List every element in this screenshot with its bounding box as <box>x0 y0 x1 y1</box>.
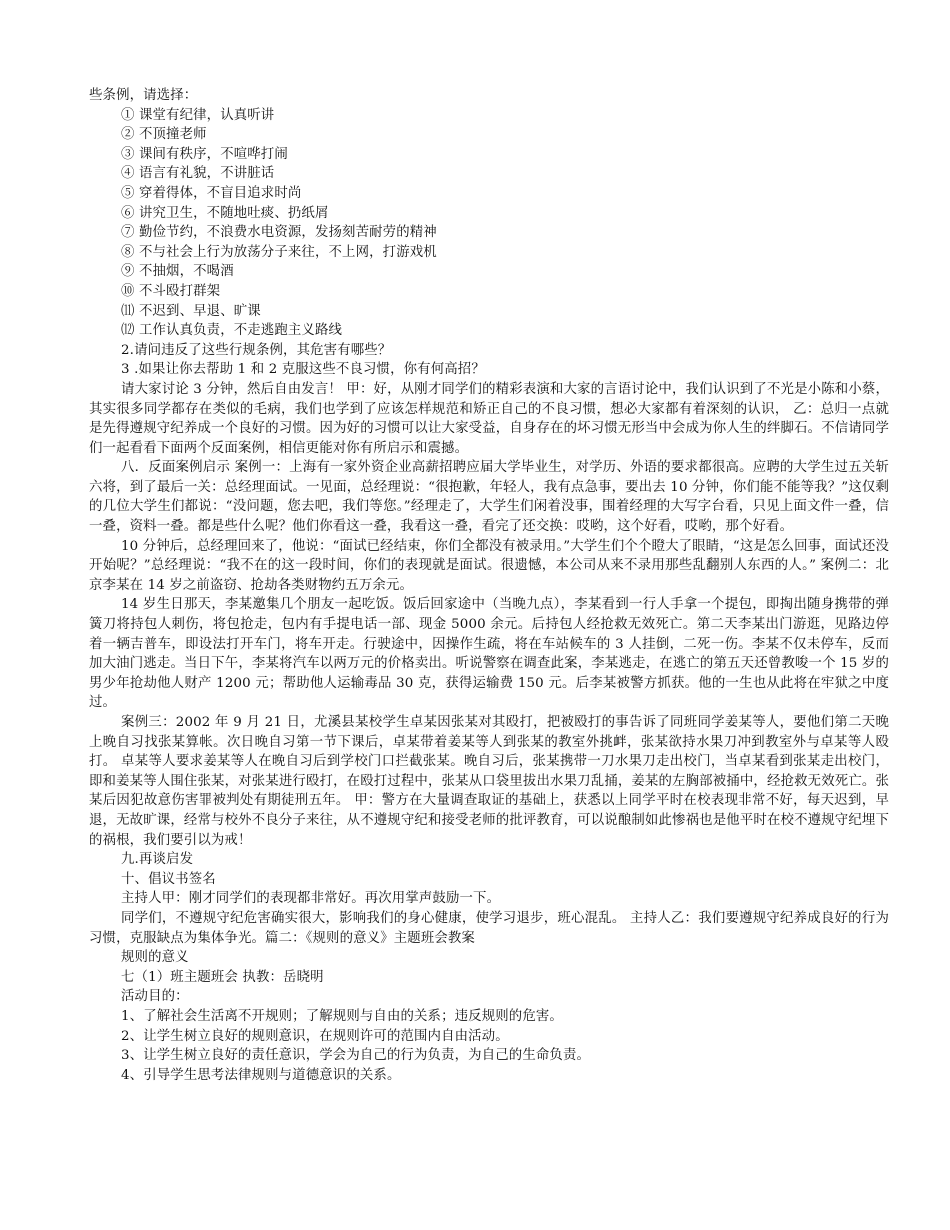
intro-line: 些条例，请选择： <box>89 88 198 103</box>
goal-item: 4、引导学生思考法律规则与道德意识的关系。 <box>121 1067 401 1083</box>
question-2: 2.请问违反了这些行规条例，其危害有哪些？ <box>121 342 392 358</box>
option-list <box>89 106 889 341</box>
section-ten-heading: 十、倡议书签名 <box>121 871 216 887</box>
document-body <box>89 86 889 1085</box>
goals-label: 活动目的： <box>121 989 189 1005</box>
closing-paragraph: 同学们，不遵规守纪危害确实很大，影响我们的身心健康，使学习退步，班心混乱。 主持人乙：我们要遵规守纪养成良好的行为习惯，克服缺点为集体争光。篇二：《规则的意义》主题班会教案 <box>89 910 889 946</box>
option-item: ⑤ 穿着得体，不盲目追求时尚 <box>121 185 302 201</box>
option-item: ⑩ 不斗殴打群架 <box>121 283 221 299</box>
option-item: ⑾ 不迟到、早退、旷课 <box>121 303 261 319</box>
case-two-paragraph: 14 岁生日那天，李某邀集几个朋友一起吃饭。饭后回家途中（当晚九点），李某看到一行人手拿一个提包，即掏出随身携带的弹簧刀将持包人刺伤，将包抢走，包内有手提电话一部、现金 5000 余元。后持包人经抢救无效死亡。第二天李某出门游逛，见路边停着一辆吉普车，即设法打开车门，将车开走。行驶途中，因操作生疏，将在车站候车的 3 人挂倒，二死一伤。李某不仅未停车，反而加大油门逃走。当日下午，李某将汽车以两万元的价格卖出。听说警察在调查此案，李某逃走，在逃亡的第五天还曾教唆一个 15 岁的男少年抢劫他人财产 1200 元；帮助他人运输毒品 30 克，获得运输费 150 元。后李某被警方抓获。他的一生也从此将在牢狱之中度过。 <box>89 597 889 711</box>
question-3: 3 .如果让你去帮助 1 和 2 克服这些不良习惯，你有何高招？ <box>121 362 485 378</box>
host-a-line: 主持人甲：刚才同学们的表现都非常好。再次用掌声鼓励一下。 <box>121 891 501 907</box>
option-item: ④ 语言有礼貌，不讲脏话 <box>121 166 275 182</box>
lesson-title: 规则的意义 <box>121 950 189 966</box>
goal-item: 3、让学生树立良好的责任意识，学会为自己的行为负责，为自己的生命负责。 <box>121 1048 591 1064</box>
section-nine-heading: 九.再谈启发 <box>121 852 194 868</box>
case-one-continued-paragraph: 10 分钟后，总经理回来了，他说：“面试已经结束，你们全都没有被录用。”大学生们个个瞪大了眼睛，“这是怎么回事，面试还没开始呢？”总经理说：“我不在的这一段时间，你们的表现就是面试。很遗憾，本公司从来不录用那些乱翻别人东西的人。” 案例二：北京李某在 14 岁之前盗窃、抢劫各类财物约五万余元。 <box>89 538 889 593</box>
option-item: ⑧ 不与社会上行为放荡分子来往，不上网，打游戏机 <box>121 244 437 260</box>
option-item: ① 课堂有纪律，认真听讲 <box>121 107 275 123</box>
option-item: ⑥ 讲究卫生，不随地吐痰、扔纸屑 <box>121 205 329 221</box>
goal-item: 1、了解社会生活离不开规则；了解规则与自由的关系；违反规则的危害。 <box>121 1008 563 1024</box>
class-line: 七（1）班主题班会 执教：岳晓明 <box>121 969 324 985</box>
option-item: ③ 课间有秩序，不喧哗打闹 <box>121 146 288 162</box>
option-item: ⑿ 工作认真负责，不走逃跑主义路线 <box>121 323 343 339</box>
discussion-paragraph: 请大家讨论 3 分钟，然后自由发言！ 甲：好，从刚才同学们的精彩表演和大家的言语讨论中，我们认识到了不光是小陈和小蔡，其实很多同学都存在类似的毛病，我们也学到了应该怎样规范和矫正自己的不良习惯，想必大家都有着深刻的认识， 乙：总归一点就是先得遵规守纪养成一个良好的习惯。因为好的习惯可以让大家受益，自身存在的坏习惯无形当中会成为你人生的绊脚石。不信请同学们一起看看下面两个反面案例，相信更能对你有所启示和震撼。 <box>89 381 889 456</box>
case-one-paragraph: 八．反面案例启示 案例一：上海有一家外资企业高薪招聘应届大学毕业生，对学历、外语的要求都很高。应聘的大学生过五关斩六将，到了最后一关：总经理面试。一见面，总经理说：“很抱歉，年轻人，我有点急事，要出去 10 分钟，你们能不能等我？”这仅剩的几位大学生们都说：“没问题，您去吧，我们等您。”经理走了，大学生们闲着没事，围着经理的大写字台看，只见上面文件一叠，信一叠，资料一叠。都是些什么呢？他们你看这一叠，我看这一叠，看完了还交换：哎哟，这个好看，哎哟，那个好看。 <box>89 460 889 535</box>
option-item: ⑦ 勤俭节约，不浪费水电资源，发扬刻苦耐劳的精神 <box>121 225 437 241</box>
option-item: ⑨ 不抽烟，不喝酒 <box>121 264 234 280</box>
goal-item: 2、让学生树立良好的规则意识，在规则许可的范围内自由活动。 <box>121 1028 509 1044</box>
case-three-paragraph: 案例三：2002 年 9 月 21 日，尤溪县某校学生卓某因张某对其殴打，把被殴打的事告诉了同班同学姜某等人，要他们第二天晚上晚自习找张某算帐。次日晚自习第一节下课后，卓某带着姜某等人到张某的教室外挑衅，张某欲持水果刀冲到教室外与卓某等人殴打。 卓某等人要求姜某等人在晚自习后到学校门口拦截张某。晚自习后，张某携带一刀水果刀走出校门，当卓某看到张某走出校门，即和姜某等人围住张某，对张某进行殴打，在殴打过程中，张某从口袋里拔出水果刀乱捅，姜某的左胸部被捅中，经抢救无效死亡。张某后因犯故意伤害罪被判处有期徒刑五年。 甲：警方在大量调查取证的基础上，获悉以上同学平时在校表现非常不好，每天迟到，早退，无故旷课，经常与校外不良分子来往，从不遵规守纪和接受老师的批评教育，可以说酿制如此惨祸也是他平时在校不遵规守纪埋下的祸根，我们要引以为戒！ <box>89 715 889 848</box>
option-item: ② 不顶撞老师 <box>121 127 207 143</box>
